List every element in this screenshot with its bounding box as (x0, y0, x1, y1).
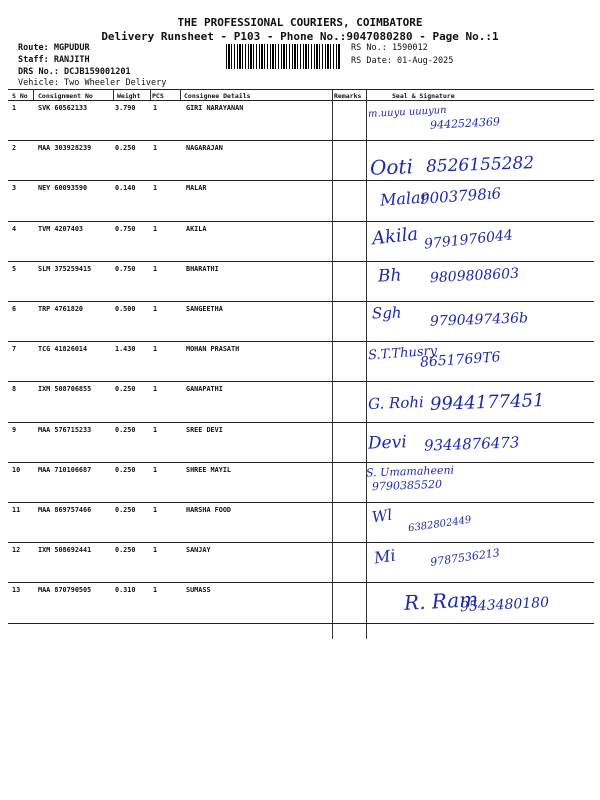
row-consignee: SHREE MAYIL (186, 465, 232, 474)
row-signature: R. Ram (403, 587, 479, 616)
row-weight: 0.310 (115, 586, 136, 595)
col-header-weight: Weight (117, 92, 141, 100)
row-sno: 8 (12, 385, 17, 394)
row-sno: 13 (12, 586, 21, 595)
row-phone: 9543480180 (459, 595, 550, 616)
row-divider (8, 623, 594, 624)
row-pcs: 1 (153, 465, 158, 474)
row-consignee: MOHAN PRASATH (186, 345, 240, 354)
row-weight: 0.250 (115, 144, 136, 153)
row-sno: 12 (12, 546, 21, 555)
col-separator (180, 89, 181, 100)
row-sno: 1 (12, 104, 17, 112)
col-separator (113, 89, 114, 100)
row-consignment-no: TRP 4761820 (38, 305, 84, 313)
row-phone: 6382802449 (407, 514, 473, 535)
row-sno: 4 (12, 224, 17, 233)
table-header-line (8, 100, 594, 101)
row-weight: 0.140 (115, 184, 136, 193)
col-separator-signature (366, 89, 367, 639)
row-weight: 3.790 (115, 104, 136, 112)
row-weight: 0.250 (115, 385, 136, 394)
row-signature: Sgh (371, 303, 402, 323)
row-signature: Bh (377, 265, 402, 287)
col-header-sno: S No (12, 92, 28, 100)
rs-date-label: RS Date: 01-Aug-2025 (351, 56, 454, 66)
row-sno: 11 (12, 506, 21, 514)
row-consignment-no: MAA 710106687 (38, 465, 92, 474)
row-pcs: 1 (153, 586, 158, 595)
row-consignment-no: SVK 60562133 (38, 104, 88, 112)
drs-label: DRS No.: DCJB159001201 (18, 67, 131, 77)
row-weight: 1.430 (115, 345, 136, 354)
row-phone: 8651769T6 (419, 349, 502, 371)
row-pcs: 1 (153, 345, 158, 354)
row-divider (8, 341, 594, 342)
col-separator (150, 89, 151, 100)
row-phone: 9787536213 (429, 546, 501, 569)
row-consignment-no: NEY 60093590 (38, 184, 88, 193)
row-consignment-no: TVM 4207403 (38, 224, 84, 233)
col-header-signature: Seal & Signature (392, 92, 455, 100)
row-sno: 10 (12, 465, 21, 474)
row-divider (8, 542, 594, 543)
row-divider (8, 422, 594, 423)
vehicle-label: Vehicle: Two Wheeler Delivery (18, 78, 167, 88)
row-weight: 0.250 (115, 425, 136, 434)
row-pcs: 1 (153, 104, 158, 112)
col-header-pcs: PCS (152, 92, 164, 100)
table-top-line (8, 89, 594, 90)
row-divider (8, 140, 594, 141)
row-consignment-no: SLM 375259415 (38, 264, 92, 273)
row-consignee: HARSHA FOOD (186, 506, 232, 514)
row-pcs: 1 (153, 546, 158, 555)
row-consignment-no: MAA 869757466 (38, 506, 92, 514)
row-consignee: SUMASS (186, 586, 211, 595)
row-sno: 7 (12, 345, 17, 354)
row-sno: 3 (12, 184, 17, 193)
row-phone: 9790385520 (371, 477, 443, 494)
row-phone: 9003798ı6 (419, 184, 502, 209)
row-phone: 9790497436b (429, 310, 529, 330)
row-divider (8, 180, 594, 181)
row-pcs: 1 (153, 264, 158, 273)
row-divider (8, 301, 594, 302)
row-phone: 9809808603 (429, 265, 520, 287)
row-signature: Devi (367, 431, 408, 454)
company-title: THE PROFESSIONAL COURIERS, COIMBATORE (177, 16, 423, 29)
row-consignee: MALAR (186, 184, 207, 193)
row-signature: Ooti (369, 154, 414, 180)
runsheet-subtitle: Delivery Runsheet - P103 - Phone No.:9047080280 - Page No.:1 (101, 30, 499, 43)
row-consignee: SANJAY (186, 546, 211, 555)
row-sno: 6 (12, 305, 17, 313)
row-phone: 9344876473 (423, 432, 520, 455)
row-signature: G. Rohi (367, 393, 425, 414)
row-weight: 0.250 (115, 506, 136, 514)
row-divider (8, 582, 594, 583)
row-weight: 0.250 (115, 465, 136, 474)
staff-label: Staff: RANJITH (18, 55, 90, 65)
row-consignee: SREE DEVI (186, 425, 223, 434)
route-label: Route: MGPUDUR (18, 43, 90, 53)
col-header-consignment: Consignment No (38, 92, 93, 100)
row-weight: 0.750 (115, 264, 136, 273)
row-phone: 8526155282 (425, 153, 535, 178)
row-weight: 0.250 (115, 546, 136, 555)
row-sno: 5 (12, 264, 17, 273)
col-separator (33, 89, 34, 100)
row-consignee: GANAPATHI (186, 385, 223, 394)
row-divider (8, 381, 594, 382)
row-consignment-no: MAA 303928239 (38, 144, 92, 153)
row-consignment-no: MAA 870790505 (38, 586, 92, 595)
row-signature: m.uuyu uuuyun (367, 104, 447, 121)
row-pcs: 1 (153, 184, 158, 193)
row-consignment-no: TCG 41826014 (38, 345, 88, 354)
row-consignee: GIRI NARAYANAN (186, 104, 244, 112)
row-consignment-no: MAA 576715233 (38, 425, 92, 434)
row-pcs: 1 (153, 385, 158, 394)
row-pcs: 1 (153, 305, 158, 313)
row-phone: 9944177451 (429, 390, 545, 416)
row-consignee: AKILA (186, 224, 207, 233)
col-header-consignee: Consignee Details (184, 92, 251, 100)
row-consignee: BHARATHI (186, 264, 219, 273)
row-signature: Akila (371, 223, 420, 249)
row-pcs: 1 (153, 144, 158, 153)
row-sno: 2 (12, 144, 17, 153)
col-header-remarks: Remarks (334, 92, 362, 100)
row-consignee: NAGARAJAN (186, 144, 223, 153)
row-pcs: 1 (153, 224, 158, 233)
row-phone: 9791976044 (423, 226, 514, 253)
row-consignment-no: IXM 508692441 (38, 546, 92, 555)
row-signature: Malar (379, 187, 429, 211)
row-signature: Wl (370, 505, 394, 527)
row-divider (8, 462, 594, 463)
row-signature: S. Umamaheeni (365, 463, 455, 480)
col-separator-remarks (332, 89, 333, 639)
row-sno: 9 (12, 425, 17, 434)
row-divider (8, 221, 594, 222)
row-divider (8, 502, 594, 503)
row-consignee: SANGEETHA (186, 305, 223, 313)
rs-number-label: RS No.: 1590012 (351, 43, 428, 53)
row-phone: 9442524369 (429, 115, 501, 132)
row-weight: 0.750 (115, 224, 136, 233)
row-weight: 0.500 (115, 305, 136, 313)
barcode-image (226, 44, 340, 69)
row-signature: Mi (372, 545, 397, 568)
row-consignment-no: IXM 508706855 (38, 385, 92, 394)
row-signature: S.T.Thusry (367, 343, 438, 364)
row-pcs: 1 (153, 425, 158, 434)
row-pcs: 1 (153, 506, 158, 514)
row-divider (8, 261, 594, 262)
